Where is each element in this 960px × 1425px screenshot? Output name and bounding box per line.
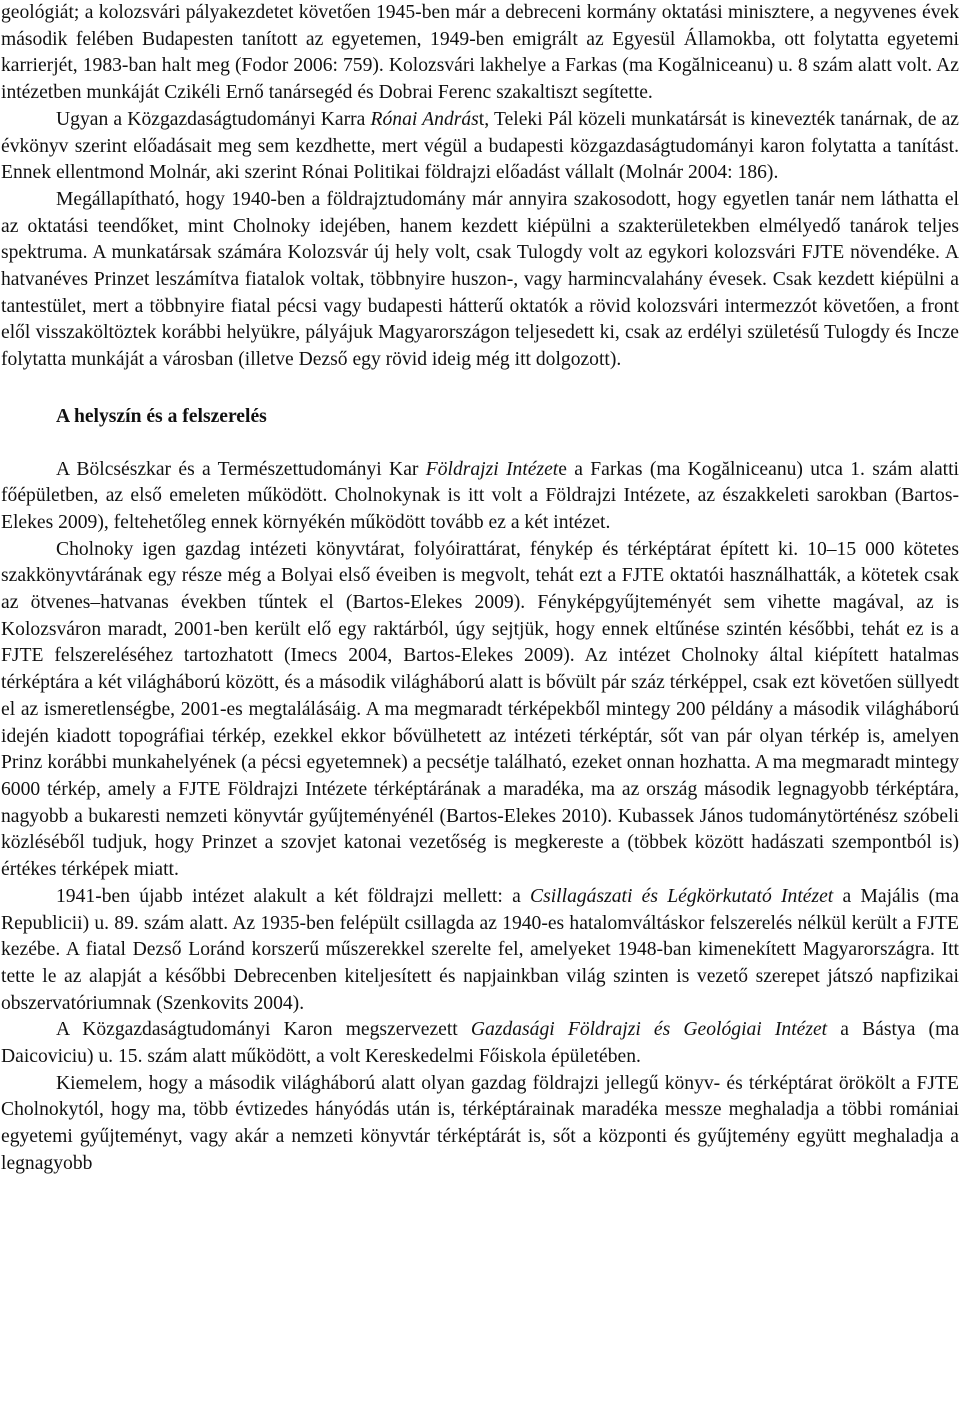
- paragraph-6-italic-name: Csillagászati és Légkörkutató Intézet: [530, 885, 834, 907]
- paragraph-2-text-end: t, Teleki Pál közeli munkatársát is kinevezték tanárnak, de az évkönyv szerint előadásait meg sem kezdhette, mert végül a budapesti közgazdaságtudományi karon folytatta a tanítást. Ennek ellentmond Molnár, aki szerint Rónai Politikai földrajzi előadást vállalt (Molnár 2004: 186).: [1, 108, 959, 184]
- paragraph-4-italic-name: Földrajzi Intézet: [425, 458, 559, 480]
- paragraph-6-text-end: a Majális (ma Republicii) u. 89. szám alatt. Az 1935-ben felépült csillagda az 1940-es hatalomváltáskor felszerelés nélkül került a FJTE kezébe. A fiatal Dezső Loránd korszerű műszerekkel szerelte fel, amelyeket 1948-ban kimenekített Magyarországra. Itt tette le az alapját a későbbi Debrecenben kiteljesített és napjainkban világ szinten is vezető szerepet játszó napfizikai obszervatóriumnak (Szenkovits 2004).: [1, 885, 959, 1014]
- paragraph-2-text-start: Ugyan a Közgazdaságtudományi Karra: [56, 108, 371, 130]
- paragraph-1: geológiát; a kolozsvári pályakezdetet követően 1945-ben már a debreceni kormány oktatási minisztere, a negyvenes évek második felében Budapesten tanított az egyetemen, 1949-ben emigrált az Egyesül Államokba, ott folytatta egyetemi karrierjét, 1983-ban halt meg (Fodor 2006: 759). Kolozsvári lakhelye a Farkas (ma Kogălniceanu) u. 8 szám alatt volt. Az intézetben munkáját Czikéli Ernő tanársegéd és Dobrai Ferenc szakaltiszt segítette.: [1, 2, 959, 104]
- section-spacer-bottom: [1, 431, 959, 457]
- paragraph-7-italic-name: Gazdasági Földrajzi és Geológiai Intézet: [470, 1019, 828, 1041]
- paragraph-8: Kiemelem, hogy a második világháború alatt olyan gazdag földrajzi jellegű könyv- és térképtárat örökölt a FJTE Cholnokytól, hogy ma, több évtizedes hányódás után is, térképtárainak maradéka messze meghaladja a többi romániai egyetemi gyűjteményt, vagy akár a nemzeti könyvtár térképtárát is, sőt a központi és gyűjtemény együtt meghaladja a legnagyobb: [1, 1072, 959, 1174]
- paragraph-3: Megállapítható, hogy 1940-ben a földrajztudomány már annyira szakosodott, hogy egyetlen tanár nem láthatta el az oktatási teendőket, mint Cholnoky idejében, hanem kezdett kiépülni a szakterületekben elmélyedő tanárok teljes spektruma. A munkatársak számára Kolozsvár új hely volt, csak Tulogdy volt az egykori kolozsvári FJTE növendéke. A hatvanéves Prinzet leszámítva fiatalok voltak, többnyire huszon-, vagy harmincvalahány évesek. Csak kezdett kiépülni a tantestület, mert a többnyire fiatal pécsi vagy budapesti hátterű oktatók a rövid kolozsvári intermezzót követően, a front elől visszaköltöztek korábbi helyükre, pályájuk Magyarországon teljesedett ki, csak az erdélyi születésű Tulogdy és Incze folytatta munkáját a városban (illetve Dezső egy rövid ideig még itt dolgozott).: [1, 188, 959, 371]
- paragraph-6-text-start: 1941-ben újabb intézet alakult a két földrajzi mellett: a: [56, 885, 531, 907]
- paragraph-2: [1, 107, 959, 187]
- section-spacer-top: [1, 374, 959, 404]
- paragraph-4-text-start: A Bölcsészkar és a Természettudományi Kar: [56, 458, 426, 480]
- paragraph-2-italic-name: Rónai András: [370, 108, 479, 130]
- paragraph-6: [1, 884, 959, 1018]
- paragraph-7-text-start: A Közgazdaságtudományi Karon megszervezett: [56, 1019, 471, 1041]
- paragraph-7-text-end: a Bástya (ma Daicoviciu) u. 15. szám alatt működött, a volt Kereskedelmi Főiskola épületében.: [1, 1019, 960, 1068]
- paragraph-4-text-end: e a Farkas (ma Kogălniceanu) utca 1. szám alatti főépületben, az első emeleten működött. Cholnokynak is itt volt a Földrajzi Intézete, az északkeleti sarokban (Bartos-Elekes 2009), feltehetőleg ennek környékén működött tovább ez a két intézet.: [1, 458, 959, 533]
- paragraph-5: Cholnoky igen gazdag intézeti könyvtárat, folyóirattárat, fénykép és térképtárat épített ki. 10–15 000 kötetes szakkönyvtárának egy része még a Bolyai első éveiben is megvolt, tehát ezt a FJTE oktatói használhatták, a kötetek csak az ötvenes–hatvanas években tűntek el (Bartos-Elekes 2009). Fényképgyűjteményét sem vihette magával, az is Kolozsváron maradt, 2001-ben került elő egy raktárból, úgy sejtjük, hogy ennek eltűnése szintén későbbi, tehát ez is a FJTE felszereléséhez tartozhatott (Imecs 2004, Bartos-Elekes 2009). Az intézet Cholnoky által kiépített hatalmas térképtára a két világháború között, és a második világháború alatt is bővült pár száz térképpel, csak ezt követően süllyedt el az ismeretlenségbe, 2001-es megtalálásáig. A ma megmaradt térképekből mintegy 200 példány a második világháború idején kiadott topográfiai térkép, ezekkel ekkor bővülhetett az intézeti térképtár, sőt van pár olyan térkép is, amelyen Prinz korábbi munkahelyének (a pécsi egyetemnek) a pecsétje található, ezeket onnan hozhatta. A ma megmaradt mintegy 6000 térkép, amely a FJTE Földrajzi Intézete térképtárának a maradéka, ma az ország második legnagyobb térképtára, nagyobb a bukaresti nemzeti könyvtár gyűjteményénél (Bartos-Elekes 2010). Kubassek János tudománytörténész szóbeli közléséből tudjuk, hogy Prinzet a szovjet katonai vezetőség is megkereste a (többek között hadászati szempontból is) értékes térképek miatt.: [1, 538, 959, 881]
- section-heading: A helyszín és a felszerelés: [56, 405, 267, 427]
- paragraph-7: [1, 1017, 959, 1070]
- paragraph-4: [1, 457, 959, 537]
